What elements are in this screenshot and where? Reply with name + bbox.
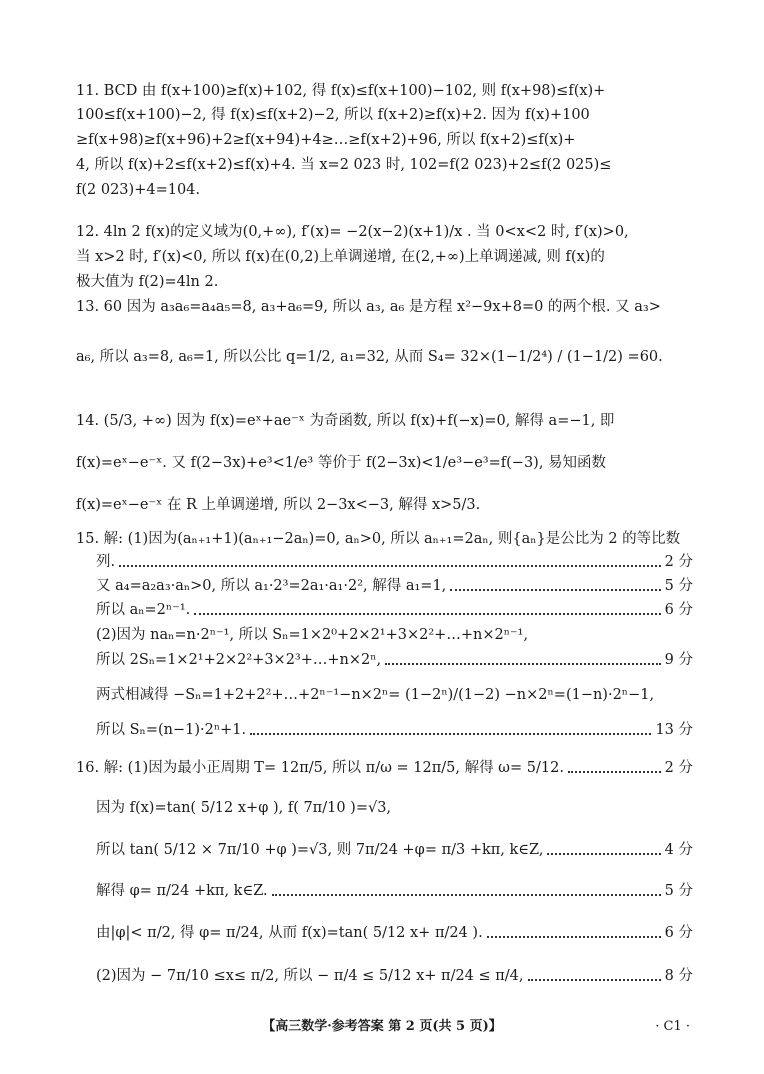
leader-dots xyxy=(528,975,661,981)
score-label: 9 分 xyxy=(664,652,693,668)
row-text: 解得 φ= π/24 +kπ, k∈Z. xyxy=(96,883,268,899)
footer-page-info: 【高三数学·参考答案 第 2 页(共 5 页)】 xyxy=(262,1019,502,1034)
leader-dots xyxy=(272,890,661,896)
answer-16-line-2: 因为 f(x)=tan( 5/12 x+φ ), f( 7π/10 )=√3, xyxy=(96,800,392,816)
answer-11-line-2: 100≤f(x+100)−2, 得 f(x)≤f(x+2)−2, 所以 f(x+2)≥f(x)+2. 因为 f(x)+100 xyxy=(76,107,590,123)
score-label: 5 分 xyxy=(664,578,693,594)
answer-14-line-2: f(x)=eˣ−e⁻ˣ. 又 f(2−3x)+e³<1/e³ 等价于 f(2−3x)<1/e³−e³=f(−3), 易知函数 xyxy=(76,455,607,471)
row-text: 所以 aₙ=2ⁿ⁻¹. xyxy=(96,602,191,618)
answer-15-line-1: 15. 解: (1)因为(aₙ₊₁+1)(aₙ₊₁−2aₙ)=0, aₙ>0, 所以 aₙ₊₁=2aₙ, 则{aₙ}是公比为 2 的等比数 xyxy=(76,531,681,547)
leader-dots xyxy=(250,729,651,735)
row-text: 又 a₄=a₂a₃·aₙ>0, 所以 a₁·2³=2a₁·a₁·2², 解得 a₁=1, xyxy=(96,578,447,594)
answer-12-line-3: 极大值为 f(2)=4ln 2. xyxy=(76,274,219,290)
page-footer xyxy=(0,1016,764,1038)
score-label: 2 分 xyxy=(664,760,693,776)
answer-11-line-5: f(2 023)+4=104. xyxy=(76,182,201,198)
answer-14-line-3: f(x)=eˣ−e⁻ˣ 在 R 上单调递增, 所以 2−3x<−3, 解得 x>5/3. xyxy=(76,497,481,513)
leader-dots xyxy=(385,659,661,665)
row-text: (2)因为 − 7π/10 ≤x≤ π/2, 所以 − π/4 ≤ 5/12 x+ π/24 ≤ π/4, xyxy=(96,968,524,984)
row-text: (2)因为 naₙ=n·2ⁿ⁻¹, 所以 Sₙ=1×2⁰+2×2¹+3×2²+…+n×2ⁿ⁻¹, xyxy=(96,627,529,643)
row-text: 所以 tan( 5/12 × 7π/10 +φ )=√3, 则 7π/24 +φ= π/3 +kπ, k∈Z, xyxy=(96,842,544,858)
answer-16-row-4 xyxy=(96,880,693,902)
answer-13-line-1: 13. 60 因为 a₃a₆=a₄a₅=8, a₃+a₆=9, 所以 a₃, a₆ 是方程 x²−9x+8=0 的两个根. 又 a₃> xyxy=(76,299,661,315)
answer-15-row-8 xyxy=(96,719,693,741)
leader-dots xyxy=(547,849,660,855)
answer-15-row-3 xyxy=(96,575,693,597)
answer-15-line-7: 两式相减得 −Sₙ=1+2+2²+…+2ⁿ⁻¹−n×2ⁿ= (1−2ⁿ)/(1−2) −n×2ⁿ=(1−n)·2ⁿ−1, xyxy=(96,687,655,703)
answer-11-line-1: 11. BCD 由 f(x+100)≥f(x)+102, 得 f(x)≤f(x+100)−102, 则 f(x+98)≤f(x)+ xyxy=(76,83,606,99)
score-label: 4 分 xyxy=(664,842,693,858)
answer-15-row-6 xyxy=(96,649,693,671)
score-label: 6 分 xyxy=(664,925,693,941)
answer-16-row-5 xyxy=(96,922,693,944)
answer-15-row-4 xyxy=(96,599,693,621)
answer-12-line-2: 当 x>2 时, f′(x)<0, 所以 f(x)在(0,2)上单调递增, 在(2,+∞)上单调递减, 则 f(x)的 xyxy=(76,249,605,265)
footer-code: · C1 · xyxy=(655,1019,690,1034)
row-text: 所以 2Sₙ=1×2¹+2×2²+3×2³+…+n×2ⁿ, xyxy=(96,652,382,668)
leader-dots xyxy=(450,585,660,591)
answer-16-row-6 xyxy=(96,965,693,987)
answer-16-row-3 xyxy=(96,839,693,861)
score-label: 13 分 xyxy=(655,722,693,738)
score-label: 5 分 xyxy=(664,883,693,899)
leader-dots xyxy=(119,561,661,567)
answer-11-line-3: ≥f(x+98)≥f(x+96)+2≥f(x+94)+4≥…≥f(x+2)+96, 所以 f(x+2)≤f(x)+ xyxy=(76,132,576,148)
row-text: 由|φ|< π/2, 得 φ= π/24, 从而 f(x)=tan( 5/12 x+ π/24 ). xyxy=(96,925,483,941)
leader-dots xyxy=(194,609,660,615)
answer-16-row-1 xyxy=(76,757,693,779)
answer-13-line-2: a₆, 所以 a₃=8, a₆=1, 所以公比 q=1/2, a₁=32, 从而 S₄= 32×(1−1/2⁴) / (1−1/2) =60. xyxy=(76,349,663,365)
answer-15-row-2 xyxy=(96,551,693,573)
score-label: 8 分 xyxy=(664,968,693,984)
answer-15-row-5 xyxy=(96,624,693,646)
score-label: 6 分 xyxy=(664,602,693,618)
row-text: 16. 解: (1)因为最小正周期 T= 12π/5, 所以 π/ω = 12π/5, 解得 ω= 5/12. xyxy=(76,760,564,776)
leader-dots xyxy=(568,767,661,773)
row-text: 所以 Sₙ=(n−1)·2ⁿ+1. xyxy=(96,722,247,738)
leader-dots xyxy=(487,932,661,938)
answer-12-line-1: 12. 4ln 2 f(x)的定义域为(0,+∞), f′(x)= −2(x−2)(x+1)/x . 当 0<x<2 时, f′(x)>0, xyxy=(76,224,629,240)
row-text: 列. xyxy=(96,554,116,570)
answer-11-line-4: 4, 所以 f(x)+2≤f(x+2)≤f(x)+4. 当 x=2 023 时, 102=f(2 023)+2≤f(2 025)≤ xyxy=(76,157,612,173)
answer-14-line-1: 14. (5/3, +∞) 因为 f(x)=eˣ+ae⁻ˣ 为奇函数, 所以 f(x)+f(−x)=0, 解得 a=−1, 即 xyxy=(76,413,615,429)
score-label: 2 分 xyxy=(664,554,693,570)
